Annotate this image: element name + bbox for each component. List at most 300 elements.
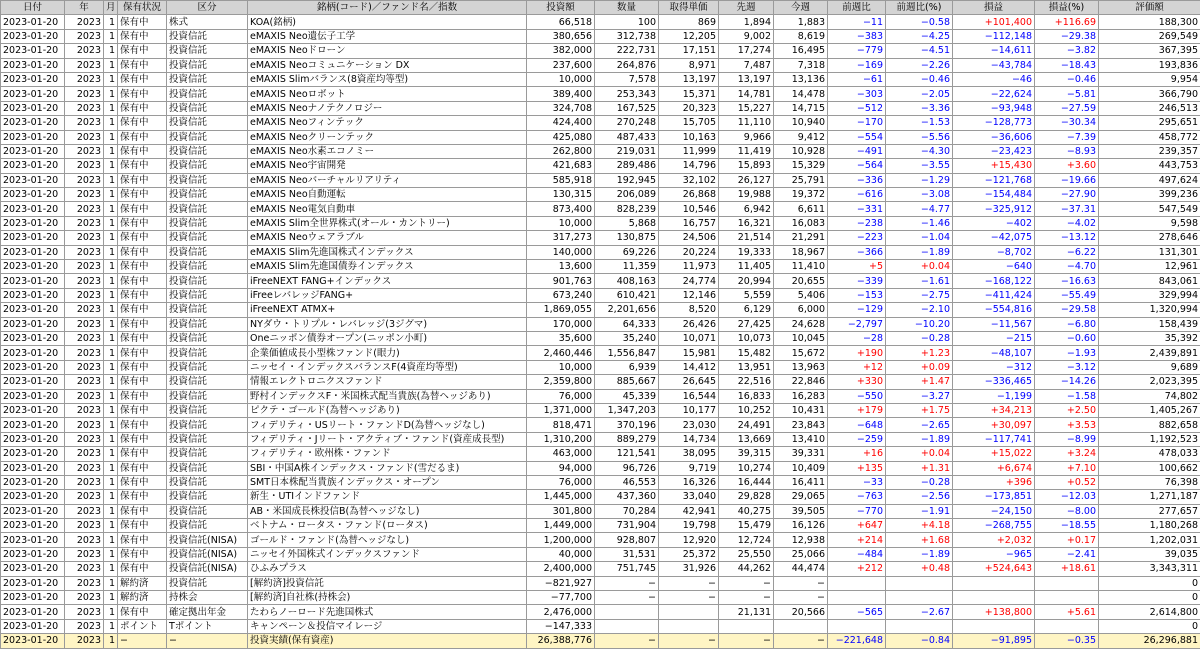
cell-unit-cost[interactable]: 42,941 [659,504,719,518]
cell-profit-loss-pct[interactable]: −30.34 [1035,116,1099,130]
cell-profit-loss[interactable]: −46 [953,72,1035,86]
cell-unit-cost[interactable]: 26,426 [659,317,719,331]
cell-last-week[interactable]: 26,127 [719,173,774,187]
cell-name[interactable]: eMAXIS Slim先進国債券インデックス [248,260,527,274]
cell-year[interactable]: 2023 [65,389,104,403]
cell-quantity[interactable]: 885,667 [595,375,659,389]
table-row[interactable] [1,130,1200,144]
cell-profit-loss-pct[interactable]: +2.50 [1035,403,1099,417]
cell-this-week[interactable]: − [774,591,828,605]
cell-year[interactable]: 2023 [65,116,104,130]
cell-last-week[interactable]: 25,550 [719,547,774,561]
cell-month[interactable]: 1 [104,533,118,547]
cell-last-week[interactable]: 22,516 [719,375,774,389]
cell-wow-change[interactable]: −484 [828,547,886,561]
cell-last-week[interactable]: 16,833 [719,389,774,403]
cell-quantity[interactable]: 312,738 [595,29,659,43]
cell-this-week[interactable]: 6,611 [774,202,828,216]
cell-profit-loss[interactable]: +30,097 [953,418,1035,432]
cell-date[interactable]: 2023-01-20 [1,144,65,158]
header-category[interactable]: 区分 [167,1,248,15]
table-row[interactable] [1,547,1200,561]
total-row[interactable] [1,634,1200,648]
cell-investment[interactable]: 170,000 [527,317,595,331]
cell-year[interactable]: 2023 [65,202,104,216]
cell-wow-change-pct[interactable]: −1.91 [886,504,953,518]
cell-valuation[interactable]: 131,301 [1099,245,1200,259]
cell-wow-change[interactable]: −11 [828,15,886,29]
cell-category[interactable]: 投資信託 [167,346,248,360]
cell-category[interactable]: 投資信託 [167,188,248,202]
cell-wow-change[interactable]: −336 [828,173,886,187]
cell-profit-loss-pct[interactable]: −19.66 [1035,173,1099,187]
table-row[interactable] [1,216,1200,230]
cell-last-week[interactable]: 27,425 [719,317,774,331]
cell-month[interactable]: 1 [104,245,118,259]
cell-unit-cost[interactable]: − [659,591,719,605]
cell-quantity[interactable]: 610,421 [595,288,659,302]
cell-this-week[interactable]: 24,628 [774,317,828,331]
cell-unit-cost[interactable]: 11,973 [659,260,719,274]
cell-profit-loss-pct[interactable]: +3.24 [1035,447,1099,461]
cell-name[interactable]: 企業価値成長小型株ファンド(眼力) [248,346,527,360]
cell-wow-change-pct[interactable]: −2.26 [886,58,953,72]
cell-profit-loss-pct[interactable]: −3.12 [1035,360,1099,374]
cell-unit-cost[interactable]: 31,926 [659,562,719,576]
cell-valuation[interactable]: 74,802 [1099,389,1200,403]
cell-year[interactable]: 2023 [65,159,104,173]
cell-profit-loss[interactable]: −268,755 [953,519,1035,533]
cell-profit-loss[interactable]: +6,674 [953,461,1035,475]
table-row[interactable] [1,245,1200,259]
table-row[interactable] [1,44,1200,58]
cell-unit-cost[interactable] [659,605,719,619]
cell-last-week[interactable]: 15,479 [719,519,774,533]
cell-status[interactable]: 保有中 [118,274,167,288]
cell-category[interactable]: 投資信託 [167,260,248,274]
cell-month[interactable]: 1 [104,231,118,245]
cell-name[interactable]: eMAXIS Neoクリーンテック [248,130,527,144]
cell-quantity[interactable]: 2,201,656 [595,303,659,317]
cell-status[interactable]: 保有中 [118,375,167,389]
cell-unit-cost[interactable]: 20,224 [659,245,719,259]
cell-wow-change[interactable]: +5 [828,260,886,274]
cell-unit-cost[interactable]: 15,371 [659,87,719,101]
cell-profit-loss[interactable]: −554,816 [953,303,1035,317]
cell-unit-cost[interactable]: 26,645 [659,375,719,389]
cell-last-week[interactable]: 12,724 [719,533,774,547]
cell-profit-loss[interactable]: −117,741 [953,432,1035,446]
cell-month[interactable]: 1 [104,475,118,489]
cell-valuation[interactable]: 76,398 [1099,475,1200,489]
cell-profit-loss[interactable]: −93,948 [953,101,1035,115]
cell-status[interactable]: 保有中 [118,173,167,187]
cell-this-week[interactable]: 10,431 [774,403,828,417]
cell-date[interactable]: 2023-01-20 [1,245,65,259]
cell-month[interactable]: 1 [104,418,118,432]
cell-unit-cost[interactable]: 8,520 [659,303,719,317]
cell-status[interactable]: 保有中 [118,447,167,461]
cell-profit-loss[interactable]: −965 [953,547,1035,561]
cell-this-week[interactable]: 7,318 [774,58,828,72]
cell-name[interactable]: フィデリティ・Jリート・アクティブ・ファンド(資産成長型) [248,432,527,446]
cell-date[interactable]: 2023-01-20 [1,591,65,605]
cell-last-week[interactable]: 19,988 [719,188,774,202]
cell-valuation[interactable]: 193,836 [1099,58,1200,72]
cell-category[interactable]: 投資信託 [167,389,248,403]
cell-unit-cost[interactable]: 25,372 [659,547,719,561]
cell-unit-cost[interactable]: 869 [659,15,719,29]
cell-year[interactable]: 2023 [65,432,104,446]
cell-profit-loss[interactable]: −91,895 [953,634,1035,648]
table-row[interactable] [1,144,1200,158]
cell-name[interactable]: NYダウ・トリプル・レバレッジ(3ジグマ) [248,317,527,331]
header-year[interactable]: 年 [65,1,104,15]
cell-date[interactable]: 2023-01-20 [1,15,65,29]
cell-quantity[interactable]: 828,239 [595,202,659,216]
table-row[interactable] [1,490,1200,504]
cell-profit-loss[interactable]: −23,423 [953,144,1035,158]
table-row[interactable] [1,260,1200,274]
cell-investment[interactable]: 673,240 [527,288,595,302]
cell-profit-loss[interactable]: −154,484 [953,188,1035,202]
cell-profit-loss[interactable]: +138,800 [953,605,1035,619]
cell-month[interactable]: 1 [104,173,118,187]
cell-wow-change[interactable]: +212 [828,562,886,576]
cell-investment[interactable]: −77,700 [527,591,595,605]
cell-investment[interactable]: 1,200,000 [527,533,595,547]
cell-last-week[interactable]: 6,942 [719,202,774,216]
cell-name[interactable]: ニッセイ・インデックスバランスF(4資産均等型) [248,360,527,374]
cell-unit-cost[interactable]: 33,040 [659,490,719,504]
cell-status[interactable]: 保有中 [118,418,167,432]
cell-category[interactable]: 投資信託 [167,101,248,115]
cell-unit-cost[interactable]: 15,705 [659,116,719,130]
cell-investment[interactable]: 324,708 [527,101,595,115]
cell-this-week[interactable]: 16,083 [774,216,828,230]
cell-valuation[interactable]: 239,357 [1099,144,1200,158]
cell-profit-loss[interactable]: −312 [953,360,1035,374]
cell-month[interactable]: 1 [104,101,118,115]
cell-profit-loss[interactable]: −14,611 [953,44,1035,58]
cell-unit-cost[interactable]: 38,095 [659,447,719,461]
cell-wow-change[interactable]: −339 [828,274,886,288]
cell-valuation[interactable]: 1,320,994 [1099,303,1200,317]
cell-category[interactable]: 投資信託(NISA) [167,547,248,561]
cell-profit-loss[interactable]: +396 [953,475,1035,489]
cell-category[interactable]: 投資信託 [167,375,248,389]
cell-category[interactable]: 投資信託(NISA) [167,533,248,547]
cell-investment[interactable]: 873,400 [527,202,595,216]
cell-quantity[interactable]: 96,726 [595,461,659,475]
cell-wow-change[interactable]: −28 [828,331,886,345]
cell-profit-loss-pct[interactable]: +7.10 [1035,461,1099,475]
cell-date[interactable]: 2023-01-20 [1,274,65,288]
cell-month[interactable]: 1 [104,72,118,86]
cell-category[interactable]: − [167,634,248,648]
cell-last-week[interactable]: 19,333 [719,245,774,259]
cell-profit-loss-pct[interactable]: −7.39 [1035,130,1099,144]
cell-status[interactable]: 保有中 [118,15,167,29]
cell-unit-cost[interactable]: 26,868 [659,188,719,202]
cell-name[interactable]: ニッセイ外国株式インデックスファンド [248,547,527,561]
cell-investment[interactable]: 424,400 [527,116,595,130]
cell-wow-change-pct[interactable]: −10.20 [886,317,953,331]
cell-valuation[interactable]: 547,549 [1099,202,1200,216]
cell-category[interactable]: 投資信託 [167,159,248,173]
cell-last-week[interactable]: 17,274 [719,44,774,58]
cell-wow-change[interactable] [828,576,886,590]
cell-status[interactable]: 保有中 [118,216,167,230]
cell-status[interactable]: 保有中 [118,202,167,216]
cell-profit-loss[interactable]: −173,851 [953,490,1035,504]
cell-quantity[interactable]: 437,360 [595,490,659,504]
cell-category[interactable]: 投資信託 [167,29,248,43]
cell-wow-change-pct[interactable]: −3.36 [886,101,953,115]
cell-last-week[interactable]: 14,781 [719,87,774,101]
cell-profit-loss-pct[interactable]: −2.41 [1035,547,1099,561]
cell-date[interactable]: 2023-01-20 [1,58,65,72]
cell-month[interactable]: 1 [104,87,118,101]
cell-profit-loss[interactable]: −215 [953,331,1035,345]
table-row[interactable] [1,15,1200,29]
cell-profit-loss-pct[interactable]: −55.49 [1035,288,1099,302]
header-wow-change-pct[interactable]: 前週比(%) [886,1,953,15]
cell-wow-change[interactable]: −763 [828,490,886,504]
cell-wow-change[interactable]: −259 [828,432,886,446]
cell-wow-change-pct[interactable]: −0.58 [886,15,953,29]
cell-name[interactable]: フィデリティ・欧州株・ファンド [248,447,527,461]
header-this-week[interactable]: 今週 [774,1,828,15]
cell-profit-loss-pct[interactable] [1035,576,1099,590]
cell-investment[interactable]: 317,273 [527,231,595,245]
cell-wow-change[interactable]: −564 [828,159,886,173]
cell-profit-loss-pct[interactable]: +0.52 [1035,475,1099,489]
cell-year[interactable]: 2023 [65,533,104,547]
cell-name[interactable]: [解約済]自社株(持株会) [248,591,527,605]
cell-investment[interactable]: 237,600 [527,58,595,72]
cell-profit-loss[interactable]: +34,213 [953,403,1035,417]
cell-this-week[interactable]: 8,619 [774,29,828,43]
cell-year[interactable]: 2023 [65,72,104,86]
cell-wow-change-pct[interactable]: −2.65 [886,418,953,432]
cell-name[interactable]: [解約済]投資信託 [248,576,527,590]
cell-month[interactable]: 1 [104,331,118,345]
cell-valuation[interactable]: 188,300 [1099,15,1200,29]
cell-last-week[interactable]: 44,262 [719,562,774,576]
cell-unit-cost[interactable]: 19,798 [659,519,719,533]
cell-this-week[interactable]: − [774,576,828,590]
cell-wow-change-pct[interactable]: +1.68 [886,533,953,547]
cell-date[interactable]: 2023-01-20 [1,202,65,216]
cell-wow-change-pct[interactable]: −0.28 [886,331,953,345]
cell-month[interactable]: 1 [104,346,118,360]
cell-year[interactable]: 2023 [65,15,104,29]
cell-investment[interactable]: 130,315 [527,188,595,202]
cell-wow-change-pct[interactable]: −4.51 [886,44,953,58]
cell-wow-change-pct[interactable]: +0.09 [886,360,953,374]
cell-this-week[interactable]: 13,410 [774,432,828,446]
cell-this-week[interactable]: 16,126 [774,519,828,533]
cell-investment[interactable]: 76,000 [527,389,595,403]
cell-category[interactable]: 投資信託 [167,317,248,331]
cell-profit-loss-pct[interactable]: −13.12 [1035,231,1099,245]
cell-wow-change-pct[interactable]: +1.75 [886,403,953,417]
header-month[interactable]: 月 [104,1,118,15]
cell-month[interactable]: 1 [104,159,118,173]
table-row[interactable] [1,447,1200,461]
cell-valuation[interactable]: 1,271,187 [1099,490,1200,504]
cell-year[interactable]: 2023 [65,44,104,58]
cell-profit-loss-pct[interactable]: +116.69 [1035,15,1099,29]
cell-name[interactable]: キャンペーン＆投信マイレージ [248,619,527,633]
cell-year[interactable]: 2023 [65,331,104,345]
cell-last-week[interactable]: 7,487 [719,58,774,72]
cell-quantity[interactable]: 206,089 [595,188,659,202]
cell-this-week[interactable]: 16,495 [774,44,828,58]
cell-unit-cost[interactable]: 15,981 [659,346,719,360]
cell-date[interactable]: 2023-01-20 [1,418,65,432]
cell-investment[interactable]: 818,471 [527,418,595,432]
cell-status[interactable]: 保有中 [118,72,167,86]
cell-unit-cost[interactable]: 12,205 [659,29,719,43]
cell-profit-loss-pct[interactable]: −27.59 [1035,101,1099,115]
cell-profit-loss[interactable]: −121,768 [953,173,1035,187]
cell-wow-change[interactable]: −491 [828,144,886,158]
cell-date[interactable]: 2023-01-20 [1,72,65,86]
cell-quantity[interactable]: 35,240 [595,331,659,345]
cell-wow-change[interactable]: −153 [828,288,886,302]
cell-investment[interactable]: 10,000 [527,360,595,374]
cell-year[interactable]: 2023 [65,188,104,202]
cell-name[interactable]: iFreeレバレッジFANG+ [248,288,527,302]
cell-month[interactable]: 1 [104,403,118,417]
cell-wow-change[interactable]: −779 [828,44,886,58]
cell-year[interactable]: 2023 [65,418,104,432]
cell-category[interactable]: 投資信託 [167,216,248,230]
cell-status[interactable]: 保有中 [118,504,167,518]
cell-profit-loss-pct[interactable]: −8.99 [1035,432,1099,446]
cell-profit-loss[interactable]: −24,150 [953,504,1035,518]
cell-name[interactable]: eMAXIS Slim全世界株式(オール・カントリー) [248,216,527,230]
cell-profit-loss[interactable]: −336,465 [953,375,1035,389]
cell-name[interactable]: eMAXIS Neoドローン [248,44,527,58]
cell-profit-loss-pct[interactable]: −27.90 [1035,188,1099,202]
cell-name[interactable]: iFreeNEXT FANG+インデックス [248,274,527,288]
cell-wow-change-pct[interactable]: −5.56 [886,130,953,144]
header-status[interactable]: 保有状況 [118,1,167,15]
cell-wow-change-pct[interactable]: −0.84 [886,634,953,648]
cell-wow-change[interactable]: −2,797 [828,317,886,331]
cell-valuation[interactable]: 443,753 [1099,159,1200,173]
cell-unit-cost[interactable]: 24,774 [659,274,719,288]
cell-this-week[interactable]: 10,940 [774,116,828,130]
cell-wow-change[interactable]: +330 [828,375,886,389]
header-name[interactable]: 銘柄(コード)／ファンド名／指数 [248,1,527,15]
cell-profit-loss-pct[interactable]: +5.61 [1035,605,1099,619]
cell-profit-loss-pct[interactable]: −14.26 [1035,375,1099,389]
cell-date[interactable]: 2023-01-20 [1,562,65,576]
cell-wow-change-pct[interactable] [886,576,953,590]
cell-month[interactable]: 1 [104,504,118,518]
cell-category[interactable]: 投資信託 [167,58,248,72]
cell-quantity[interactable]: 7,578 [595,72,659,86]
cell-name[interactable]: 野村インデックスF・米国株式配当貴族(為替ヘッジあり) [248,389,527,403]
cell-wow-change-pct[interactable]: +1.47 [886,375,953,389]
cell-month[interactable]: 1 [104,44,118,58]
cell-quantity[interactable]: 487,433 [595,130,659,144]
cell-unit-cost[interactable]: 10,163 [659,130,719,144]
cell-quantity[interactable]: 11,359 [595,260,659,274]
cell-date[interactable]: 2023-01-20 [1,461,65,475]
cell-month[interactable]: 1 [104,576,118,590]
cell-valuation[interactable]: 1,180,268 [1099,519,1200,533]
cell-unit-cost[interactable]: 14,734 [659,432,719,446]
cell-valuation[interactable]: 843,061 [1099,274,1200,288]
cell-wow-change-pct[interactable]: +0.04 [886,260,953,274]
cell-this-week[interactable]: 44,474 [774,562,828,576]
cell-name[interactable]: eMAXIS Neoバーチャルリアリティ [248,173,527,187]
cell-investment[interactable]: 421,683 [527,159,595,173]
table-row[interactable] [1,173,1200,187]
cell-date[interactable]: 2023-01-20 [1,533,65,547]
table-row[interactable] [1,432,1200,446]
cell-month[interactable]: 1 [104,130,118,144]
cell-profit-loss-pct[interactable]: −6.22 [1035,245,1099,259]
cell-profit-loss[interactable]: −411,424 [953,288,1035,302]
cell-last-week[interactable]: 15,482 [719,346,774,360]
header-last-week[interactable]: 先週 [719,1,774,15]
table-row[interactable] [1,360,1200,374]
cell-wow-change-pct[interactable]: −1.46 [886,216,953,230]
cell-month[interactable]: 1 [104,619,118,633]
cell-wow-change-pct[interactable]: −1.04 [886,231,953,245]
table-row[interactable] [1,188,1200,202]
cell-year[interactable]: 2023 [65,547,104,561]
cell-year[interactable]: 2023 [65,605,104,619]
cell-name[interactable]: eMAXIS Neoロボット [248,87,527,101]
cell-last-week[interactable]: − [719,576,774,590]
cell-profit-loss[interactable]: −128,773 [953,116,1035,130]
cell-profit-loss-pct[interactable]: −0.60 [1035,331,1099,345]
cell-last-week[interactable]: 15,893 [719,159,774,173]
cell-profit-loss[interactable]: +15,430 [953,159,1035,173]
cell-category[interactable]: 投資信託 [167,519,248,533]
cell-unit-cost[interactable]: − [659,576,719,590]
cell-date[interactable]: 2023-01-20 [1,346,65,360]
cell-valuation[interactable]: 278,646 [1099,231,1200,245]
cell-investment[interactable]: 380,656 [527,29,595,43]
cell-this-week[interactable]: 5,406 [774,288,828,302]
cell-status[interactable]: 保有中 [118,101,167,115]
cell-status[interactable]: 保有中 [118,331,167,345]
cell-unit-cost[interactable]: − [659,634,719,648]
cell-quantity[interactable]: 167,525 [595,101,659,115]
cell-profit-loss[interactable]: −22,624 [953,87,1035,101]
cell-month[interactable]: 1 [104,461,118,475]
cell-valuation[interactable]: 458,772 [1099,130,1200,144]
cell-valuation[interactable]: 39,035 [1099,547,1200,561]
cell-wow-change[interactable]: −33 [828,475,886,489]
cell-category[interactable]: 投資信託 [167,44,248,58]
cell-category[interactable]: 投資信託 [167,403,248,417]
cell-year[interactable]: 2023 [65,303,104,317]
cell-investment[interactable]: 389,400 [527,87,595,101]
cell-status[interactable]: 保有中 [118,605,167,619]
cell-unit-cost[interactable]: 10,546 [659,202,719,216]
cell-year[interactable]: 2023 [65,101,104,115]
cell-wow-change-pct[interactable]: −2.75 [886,288,953,302]
